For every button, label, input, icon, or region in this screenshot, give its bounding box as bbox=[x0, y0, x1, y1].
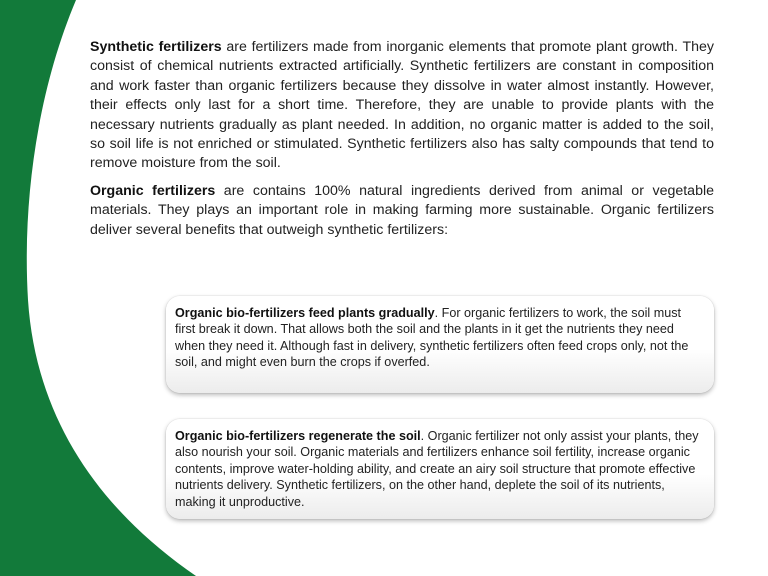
paragraph-synthetic-fertilizers bbox=[90, 38, 714, 174]
benefit-card-feed-gradually bbox=[166, 296, 714, 393]
paragraph-lead: Organic fertilizers bbox=[90, 182, 216, 199]
card-body: . Organic fertilizer not only assist your plants, they also nourish your soil. Organic materials and fertilizers enhance soil fertility, increase organic contents, improve water-holding ability, and create an airy soil structure that promote effective nutrients delivery. Synthetic fertilizers, on the other hand, deplete the soil of its nutrients, making it unproductive. bbox=[175, 429, 699, 509]
paragraph-body: are fertilizers made from inorganic elements that promote plant growth. They consist of chemical nutrients extracted artificially. Synthetic fertilizers are constant in composition and work faster than organic fertilizers because they dissolve in water almost instantly. However, their effects only last for a short time. Therefore, they are unable to provide plants with the necessary nutrients gradually as plant needed. In addition, no organic matter is added to the soil, so soil life is not enriched or stimulated. Synthetic fertilizers also has salty compounds that tend to remove moisture from the soil. bbox=[90, 39, 714, 172]
paragraph-lead: Synthetic fertilizers bbox=[90, 39, 222, 55]
main-text bbox=[90, 38, 714, 248]
benefit-card-regenerate-soil bbox=[166, 419, 714, 519]
paragraph-organic-fertilizers bbox=[90, 182, 714, 240]
card-lead: Organic bio-fertilizers feed plants gradually bbox=[175, 306, 435, 320]
card-body: . For organic fertilizers to work, the soil must first break it down. That allows both the soil and the plants in it get the nutrients they need when they need it. Although fast in delivery, synthetic fertilizers often feed crops only, not the soil, and might even burn the crops if overfed. bbox=[175, 306, 689, 370]
paragraph-body: are contains 100% natural ingredients derived from animal or vegetable materials. They plays an important role in making farming more sustainable. Organic fertilizers deliver several benefits that outweigh synthetic fertilizers: bbox=[90, 182, 714, 238]
card-lead: Organic bio-fertilizers regenerate the soil bbox=[175, 429, 421, 443]
